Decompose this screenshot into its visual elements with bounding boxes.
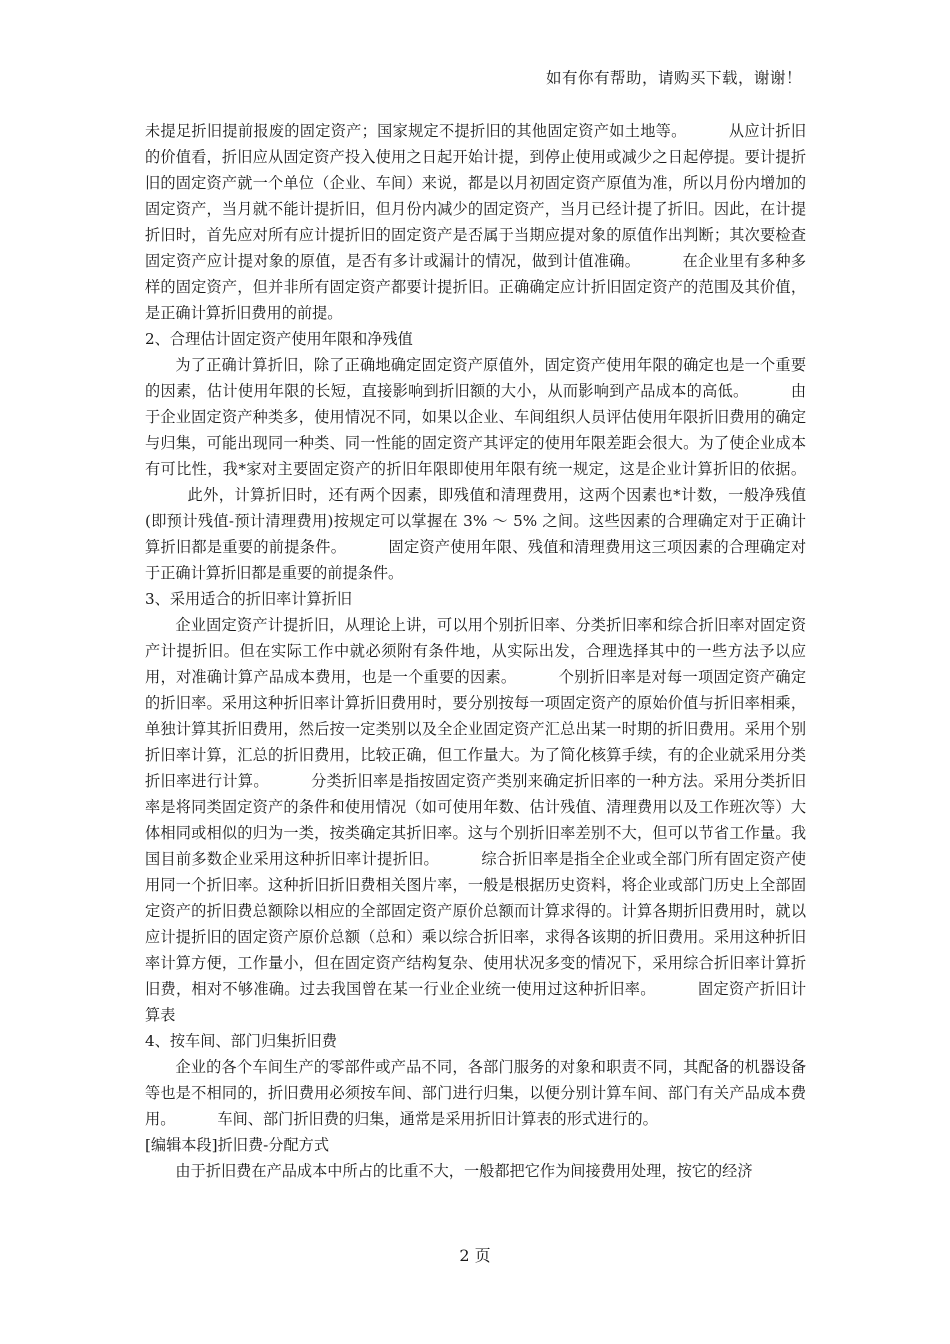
section-heading	[145, 586, 806, 612]
text-segment: 为了正确计算折旧，除了正确地确定固定资产原值外，固定资产使用年限的确定也是一个重要的因素，估计使用年限的长短，直接影响到折旧额的大小，从而影响到产品成本的高低。	[145, 356, 806, 400]
text-segment: 企业固定资产计提折旧，从理论上讲，可以用个别折旧率、分类折旧率和综合折旧率对固定资产计提折旧。但在实际工作中就必须附有条件地，从实际出发，合理选择其中的一些方法予以应用，对准确计算产品成本费用，也是一个重要的因素。	[145, 616, 806, 686]
page-header: 如有你有帮助，请购买下载，谢谢！	[545, 69, 802, 87]
text-segment: 固定资产折旧计算表	[145, 980, 807, 1024]
text-segment: 车间、部门折旧费的归集，通常是采用折旧计算表的形式进行的。	[217, 1110, 658, 1128]
text-segment: 从应计折旧的价值看，折旧应从固定资产投入使用之日起开始计提，到停止使用或减少之日起停提。要计提折旧的固定资产就一个单位（企业、车间）来说，都是以月初固定资产原值为准，所以月份内增加的固定资产，当月就不能计提折旧，但月份内减少的固定资产，当月已经计提了折旧。因此，在计提折旧时，首先应对所有应计提折旧的固定资产是否属于当期应提对象的原值作出判断；其次要检查固定资产应计提对象的原值，是否有多计或漏计的情况，做到计值准确。	[145, 122, 807, 270]
paragraph	[145, 1054, 806, 1132]
text-segment: 固定资产使用年限、残值和清理费用这三项因素的合理确定对于正确计算折旧都是重要的前提条件。	[145, 538, 807, 582]
heading-text: 2、合理估计固定资产使用年限和净残值	[145, 330, 413, 348]
text-segment: 综合折旧率是指全企业或全部门所有固定资产使用同一个折旧率。这种折旧折旧费相关图片率，一般是根据历史资料，将企业或部门历史上全部固定资产的折旧费总额除以相应的全部固定资产原价总额而计算求得的。计算各期折旧费用时，就以应计提折旧的固定资产原价总额（总和）乘以综合折旧率，求得各该期的折旧费用。采用这种折旧率计算方便，工作量小，但在固定资产结构复杂、使用状况多变的情况下，采用综合折旧率计算折旧费，相对不够准确。过去我国曾在某一行业企业统一使用过这种折旧率。	[145, 850, 807, 998]
document-body	[145, 118, 806, 1184]
section-heading	[145, 1028, 806, 1054]
heading-text: 4、按车间、部门归集折旧费	[145, 1032, 337, 1050]
text-segment: 在企业里有多种多样的固定资产，但并非所有固定资产都要计提折旧。正确确定应计折旧固定资产的范围及其价值，是正确计算折旧费用的前提。	[145, 252, 807, 322]
section-heading	[145, 1132, 806, 1158]
text-segment: 企业的各个车间生产的零部件或产品不同，各部门服务的对象和职责不同，其配备的机器设备等也是不相同的，折旧费用必须按车间、部门进行归集，以便分别计算车间、部门有关产品成本费用。	[145, 1058, 806, 1128]
paragraph	[145, 612, 806, 1028]
paragraph	[145, 1158, 806, 1184]
paragraph	[145, 118, 806, 326]
page-number: 2 页	[459, 1246, 491, 1265]
text-segment: 未提足折旧提前报废的固定资产；国家规定不提折旧的其他固定资产如土地等。	[145, 122, 687, 140]
text-segment: 个别折旧率是对每一项固定资产确定的折旧率。采用这种折旧率计算折旧费用时，要分别按每一项固定资产的原始价值与折旧率相乘，单独计算其折旧费用，然后按一定类别以及全企业固定资产汇总出某一时期的折旧费用。采用个别折旧率计算，汇总的折旧费用，比较正确，但工作量大。为了简化核算手续，有的企业就采用分类折旧率进行计算。	[145, 668, 807, 790]
heading-text: [编辑本段]折旧费-分配方式	[145, 1136, 330, 1154]
text-segment: 此外，计算折旧时，还有两个因素，即残值和清理费用，这两个因素也*计数，一般净残值(即预计残值-预计清理费用)按规定可以掌握在 3% ～ 5% 之间。这些因素的合理确定对于正确计算折旧都是重要的前提条件。	[145, 486, 806, 556]
heading-text: 3、采用适合的折旧率计算折旧	[145, 590, 353, 608]
section-heading	[145, 326, 806, 352]
paragraph	[145, 352, 806, 586]
text-segment: 分类折旧率是指按固定资产类别来确定折旧率的一种方法。采用分类折旧率是将同类固定资产的条件和使用情况（如可使用年数、估计残值、清理费用以及工作班次等）大体相同或相似的归为一类，按类确定其折旧率。这与个别折旧率差别不大，但可以节省工作量。我国目前多数企业采用这种折旧率计提折旧。	[145, 772, 807, 868]
text-segment: 由于企业固定资产种类多，使用情况不同，如果以企业、车间组织人员评估使用年限折旧费用的确定与归集，可能出现同一种类、同一性能的固定资产其评定的使用年限差距会很大。为了使企业成本有可比性，我*家对主要固定资产的折旧年限即使用年限有统一规定，这是企业计算折旧的依据。	[145, 382, 807, 478]
text-segment: 由于折旧费在产品成本中所占的比重不大，一般都把它作为间接费用处理，按它的经济	[175, 1162, 753, 1180]
